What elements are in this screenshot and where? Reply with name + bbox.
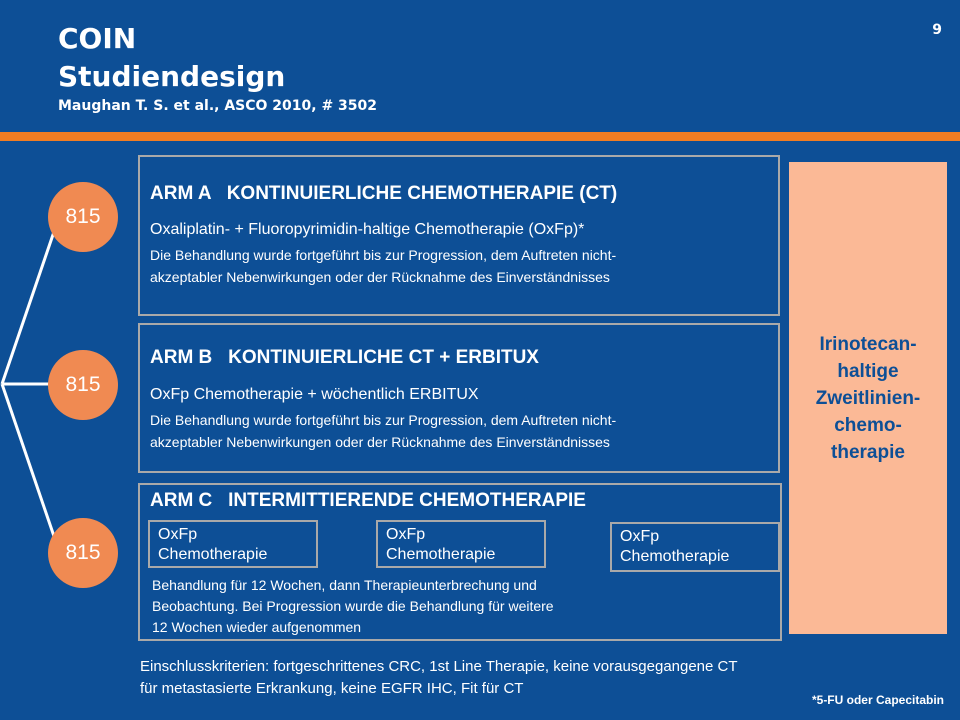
arm-c-desc-2: Beobachtung. Bei Progression wurde die Behandlung für weitere [152,598,554,614]
arm-a-desc-2: akzeptabler Nebenwirkungen oder der Rücknahme des Einverständnisses [150,269,610,285]
arm-c-heading: ARM C INTERMITTIERENDE CHEMOTHERAPIE [150,490,586,511]
arm-c-block-3 [610,522,780,572]
arm-a-count: 815 [48,182,118,252]
second-line-text-2: haltige [837,360,899,382]
header-divider [0,132,960,141]
arm-b-desc-1: Die Behandlung wurde fortgeführt bis zur Progression, dem Auftreten nicht- [150,412,617,428]
arm-a-subtitle: Oxaliplatin- + Fluoropyrimidin-haltige Chemotherapie (OxFp)* [150,221,585,238]
arm-c-block-2 [376,520,546,568]
arm-a-box [138,155,780,316]
page-title: COIN [58,22,137,55]
arm-c-block-1-line2: Chemotherapie [158,546,268,563]
inclusion-criteria-2: für metastasierte Erkrankung, keine EGFR IHC, Fit für CT [140,680,524,697]
arm-b-subtitle: OxFp Chemotherapie + wöchentlich ERBITUX [150,386,479,403]
footnote: *5-FU oder Capecitabin [811,693,944,707]
arm-b-box [138,323,780,473]
arm-c-box [138,483,782,641]
arm-b-heading: ARM B KONTINUIERLICHE CT + ERBITUX [150,347,539,368]
arm-c-block-3-line1: OxFp [620,528,660,545]
arm-b-count: 815 [48,350,118,420]
arm-a-heading: ARM A KONTINUIERLICHE CHEMOTHERAPIE (CT) [150,183,618,204]
arm-c-block-2-line1: OxFp [386,526,426,543]
arm-c-block-2-line2: Chemotherapie [386,546,496,563]
page-subtitle: Studiendesign [58,60,286,93]
arm-c-count: 815 [48,518,118,588]
arm-c-block-3-line2: Chemotherapie [620,548,730,565]
arm-c-desc-1: Behandlung für 12 Wochen, dann Therapieunterbrechung und [152,577,537,593]
arm-a-desc-1: Die Behandlung wurde fortgeführt bis zur Progression, dem Auftreten nicht- [150,247,617,263]
second-line-text-4: chemo- [834,414,902,436]
page-number: 9 [932,22,942,38]
arm-b-desc-2: akzeptabler Nebenwirkungen oder der Rücknahme des Einverständnisses [150,434,610,450]
arm-c-desc-3: 12 Wochen wieder aufgenommen [152,619,362,635]
citation: Maughan T. S. et al., ASCO 2010, # 3502 [58,98,378,114]
inclusion-criteria-1: Einschlusskriterien: fortgeschrittenes CRC, 1st Line Therapie, keine vorausgegangene CT [140,658,738,675]
second-line-text-3: Zweitlinien- [815,387,921,409]
arm-c-block-1-line1: OxFp [158,526,198,543]
second-line-text-1: Irinotecan- [819,333,917,355]
branch-line-a [2,220,58,384]
branch-line-c [2,384,58,548]
second-line-therapy-box [789,162,947,634]
arm-c-block-1 [148,520,318,568]
second-line-text-5: therapie [831,441,905,463]
